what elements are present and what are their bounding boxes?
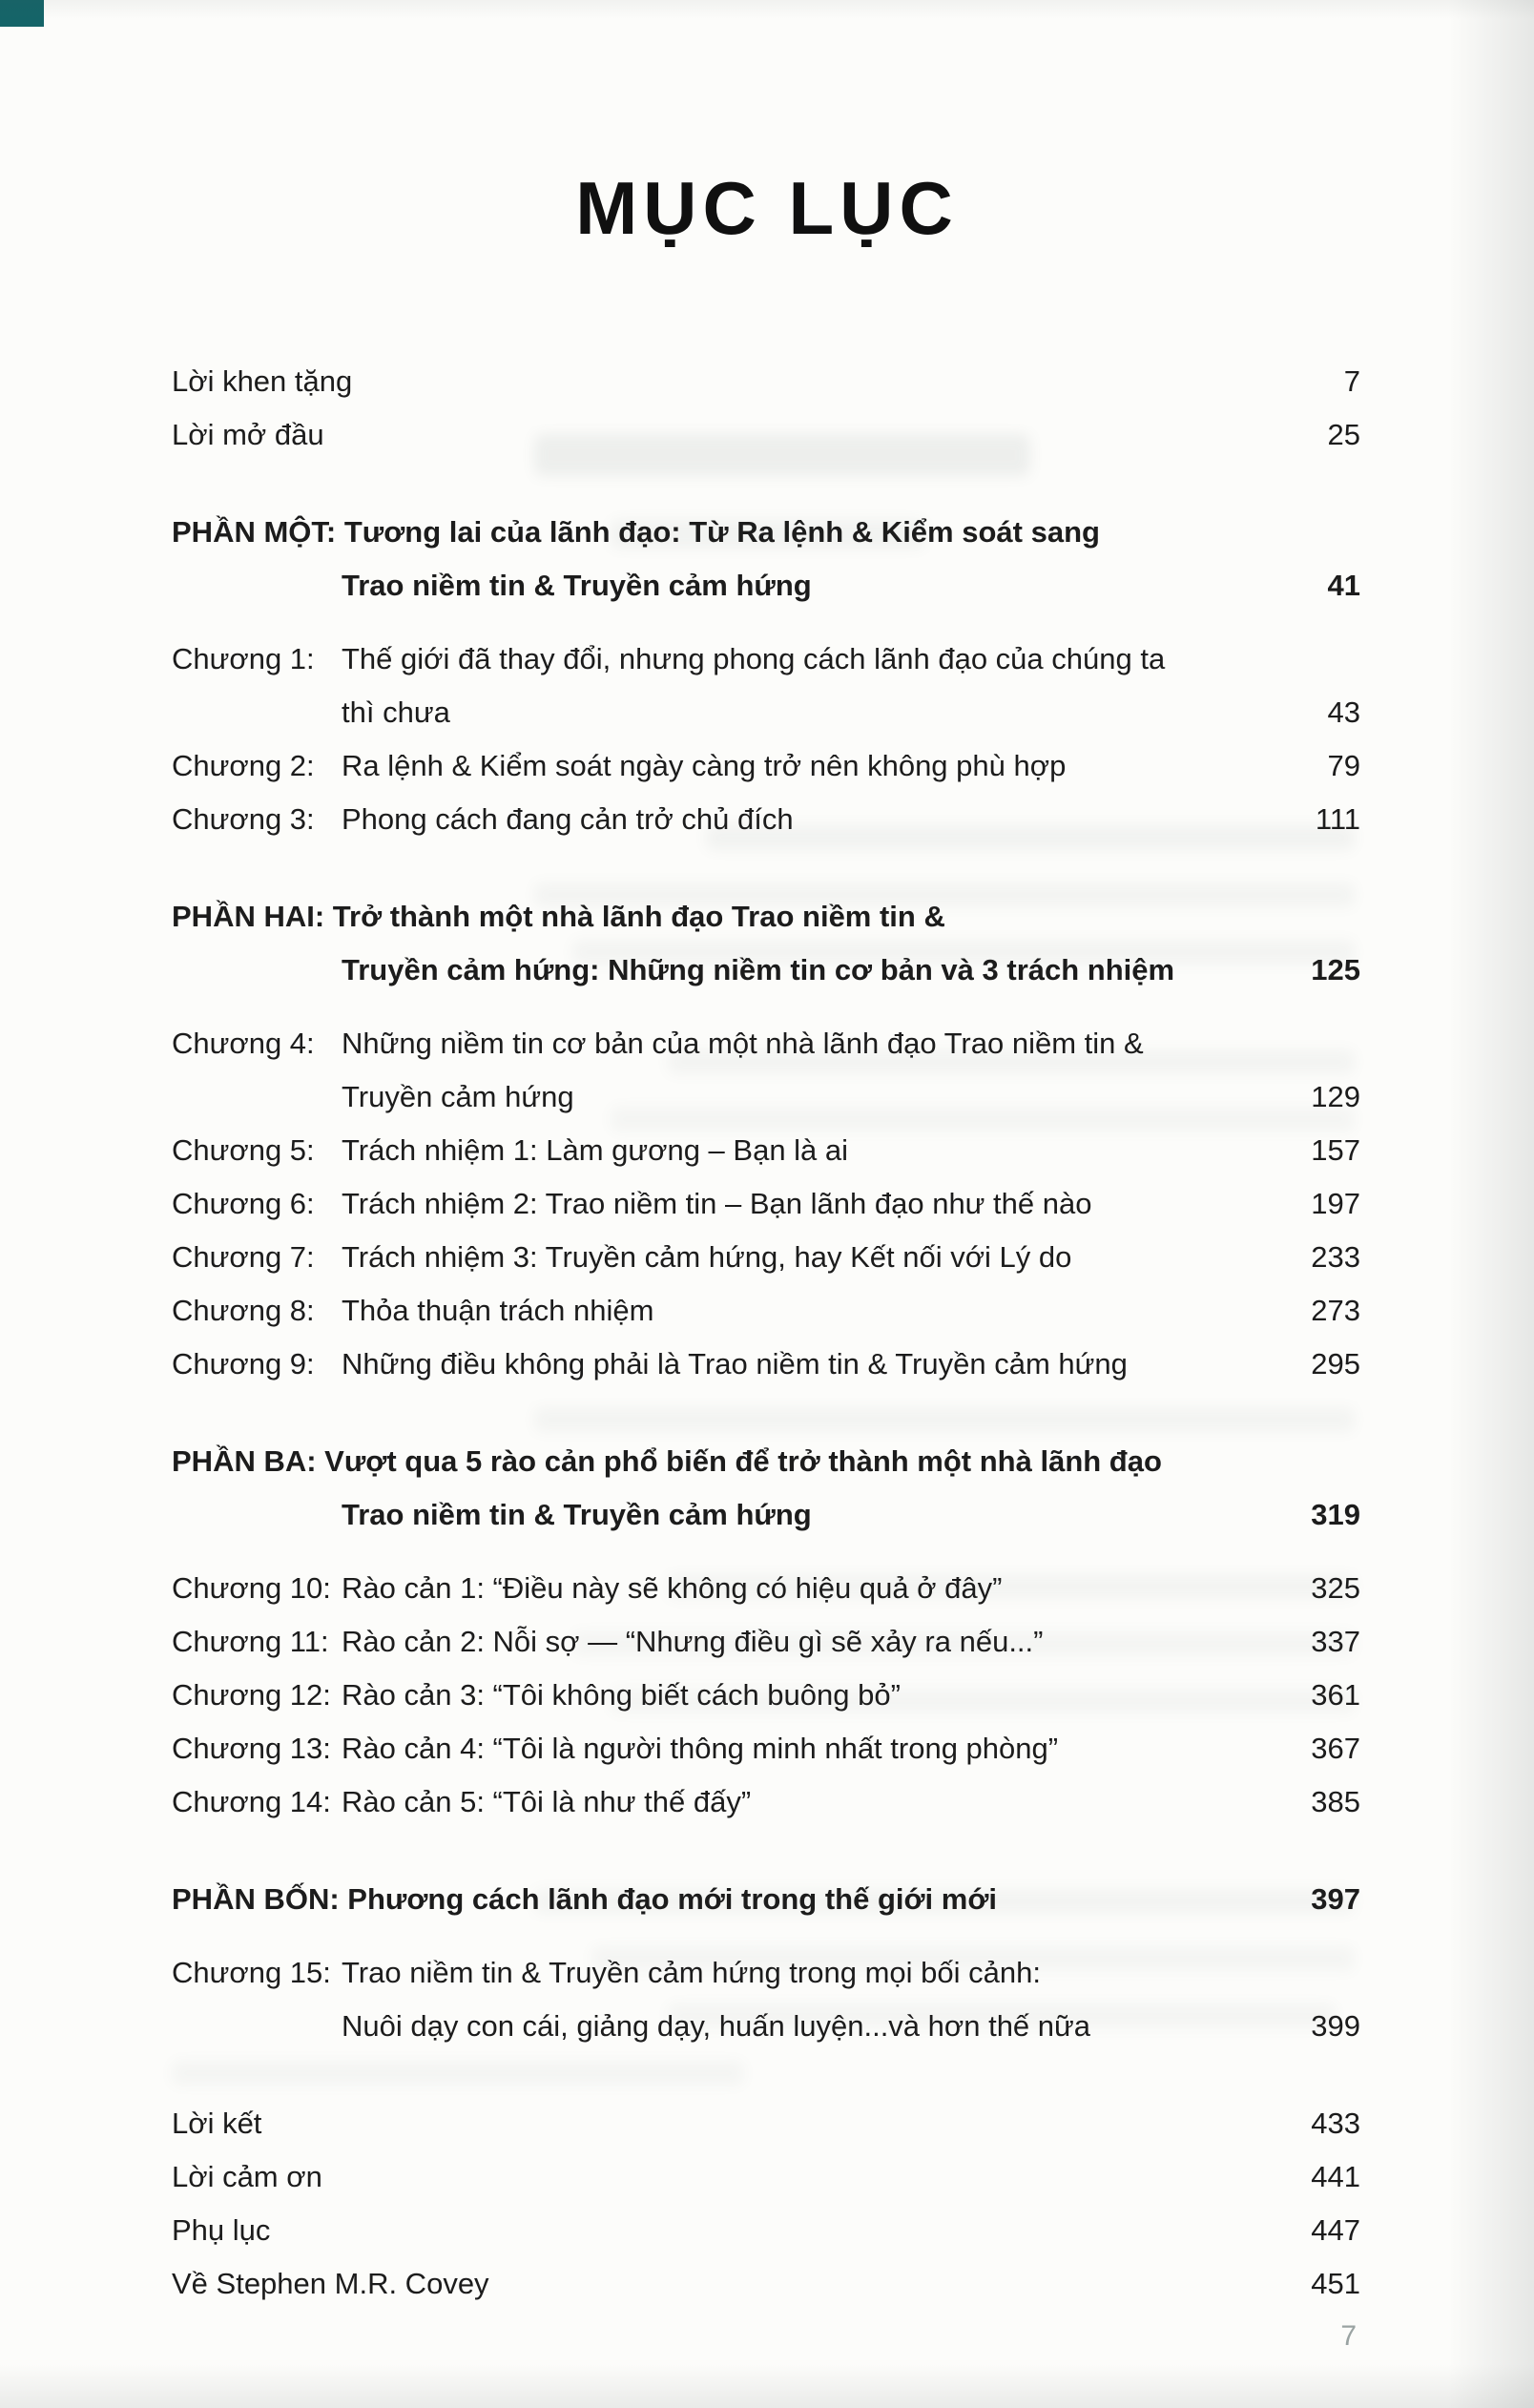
toc-entry-label: Chương 9: [172, 1347, 315, 1380]
toc-entry-label: Chương 12: [172, 1678, 331, 1712]
toc-entry [172, 1338, 1360, 1391]
toc-entry-text [342, 1669, 1269, 1722]
toc-entry-label: Chương 10: [172, 1571, 331, 1605]
toc-entry-page: 111 [1315, 802, 1360, 836]
toc-entry-text [342, 1562, 1269, 1615]
toc-entry-line: Trách nhiệm 3: Truyền cảm hứng, hay Kết nối với Lý do [342, 1240, 1072, 1274]
toc-entry [172, 793, 1360, 846]
toc-entry-text [342, 1231, 1269, 1284]
toc-entry-text [342, 633, 1269, 739]
page-edge-shadow-right [1448, 0, 1534, 2408]
toc-entry [172, 633, 1360, 739]
toc-entry-label: Chương 13: [172, 1732, 331, 1765]
toc-entry-page: 79 [1327, 749, 1360, 782]
toc-entry-text [342, 1284, 1269, 1338]
toc-entry [172, 739, 1360, 793]
toc-entry [172, 1124, 1360, 1177]
toc-entry-text [342, 739, 1269, 793]
toc-entry [172, 408, 1360, 462]
toc-entry-text [172, 506, 1269, 612]
toc-entry-text [342, 1722, 1269, 1775]
toc-entry-line: PHẦN HAI: Trở thành một nhà lãnh đạo Trao niềm tin & [172, 900, 945, 933]
toc-entry [172, 1873, 1360, 1926]
toc-entry [172, 890, 1360, 997]
toc-entry-label: Chương 2: [172, 749, 315, 782]
toc-entry-label: Chương 14: [172, 1785, 331, 1818]
toc-entry-spacer [261, 2097, 1269, 2150]
toc-entry [172, 1775, 1360, 1829]
toc-entry-page: 273 [1311, 1294, 1360, 1327]
toc-entry [172, 1946, 1360, 2053]
toc-entry-label: PHẦN HAI: [172, 900, 325, 933]
toc-entry-line: Trách nhiệm 2: Trao niềm tin – Bạn lãnh đạo như thế nào [342, 1187, 1092, 1220]
toc-entry-title: Lời cảm ơn [172, 2160, 322, 2193]
toc-entry-text [172, 1435, 1269, 1542]
toc-entry [172, 2097, 1360, 2150]
toc-entry-page: 399 [1311, 2009, 1360, 2043]
toc-entry-line: Nuôi dạy con cái, giảng dạy, huấn luyện...và hơn thế nữa [342, 2009, 1091, 2043]
toc-entry-page: 441 [1311, 2160, 1360, 2193]
toc-entry [172, 1435, 1360, 1542]
toc-entry-line: Trao niềm tin & Truyền cảm hứng [342, 569, 812, 602]
toc-entry-page: 129 [1311, 1080, 1360, 1113]
toc-entry-line: Thế giới đã thay đổi, nhưng phong cách lãnh đạo của chúng ta [342, 642, 1166, 675]
toc-entry-line: Ra lệnh & Kiểm soát ngày càng trở nên không phù hợp [342, 749, 1067, 782]
toc-entry [172, 1284, 1360, 1338]
toc-entry-text [342, 1124, 1269, 1177]
toc-entry [172, 1722, 1360, 1775]
toc-entry-text [342, 793, 1269, 846]
toc-entry-text [172, 1873, 1269, 1926]
toc-entry-page: 319 [1311, 1498, 1360, 1531]
toc-entry-text [342, 1615, 1269, 1669]
toc-entry [172, 2204, 1360, 2257]
toc-entry-page: 7 [1343, 364, 1360, 398]
page-edge-shadow-bottom [0, 2364, 1534, 2408]
toc-entry-label: Chương 3: [172, 802, 315, 836]
toc-entry-line: Phong cách đang cản trở chủ đích [342, 802, 794, 836]
toc-entry-page: 41 [1327, 569, 1360, 602]
toc-entry-line: Rào cản 5: “Tôi là như thế đấy” [342, 1785, 752, 1818]
toc-entry [172, 506, 1360, 612]
toc-entry-label: Chương 6: [172, 1187, 315, 1220]
toc-entry-title: Lời mở đầu [172, 418, 324, 451]
toc-entry-text [342, 1017, 1269, 1124]
toc-entry [172, 1177, 1360, 1231]
toc-entry-line: Những niềm tin cơ bản của một nhà lãnh đạo Trao niềm tin & [342, 1027, 1144, 1060]
toc-entry-page: 197 [1311, 1187, 1360, 1220]
toc-entry-title: Lời khen tặng [172, 364, 353, 398]
toc-entry-page: 125 [1311, 953, 1360, 986]
toc-entry-page: 433 [1311, 2107, 1360, 2140]
toc-entry-page: 447 [1311, 2213, 1360, 2247]
toc-entry-line: thì chưa [342, 695, 450, 729]
toc-entry-line: Những điều không phải là Trao niềm tin & Truyền cảm hứng [342, 1347, 1128, 1380]
toc-entry-line: PHẦN MỘT: Tương lai của lãnh đạo: Từ Ra lệnh & Kiểm soát sang [172, 515, 1100, 549]
footer-page-number: 7 [1340, 2320, 1357, 2352]
toc-entry-page: 157 [1311, 1133, 1360, 1167]
toc-entry-label: PHẦN MỘT: [172, 515, 337, 549]
toc-entry-label: Chương 4: [172, 1027, 315, 1060]
toc-entry-page: 385 [1311, 1785, 1360, 1818]
toc-entry-spacer [352, 355, 1269, 408]
toc-entry-line: PHẦN BỐN: Phương cách lãnh đạo mới trong thế giới mới [172, 1882, 997, 1916]
toc-entry-label: Chương 5: [172, 1133, 315, 1167]
toc-entry-spacer [322, 2150, 1269, 2204]
toc-entry-spacer [489, 2257, 1269, 2311]
toc-entry-label: Chương 8: [172, 1294, 315, 1327]
toc-entry-page: 325 [1311, 1571, 1360, 1605]
toc-entry-label: Chương 7: [172, 1240, 315, 1274]
toc-entry-title: Về Stephen M.R. Covey [172, 2267, 489, 2300]
toc-entry-line: Trách nhiệm 1: Làm gương – Bạn là ai [342, 1133, 849, 1167]
toc-entry-title: Lời kết [172, 2107, 262, 2140]
toc-entry-text [342, 1338, 1269, 1391]
backdrop-corner [0, 0, 44, 27]
toc-entry-line: Rào cản 3: “Tôi không biết cách buông bỏ” [342, 1678, 901, 1712]
toc-entry [172, 1669, 1360, 1722]
toc-entry [172, 1562, 1360, 1615]
toc-entry [172, 1231, 1360, 1284]
toc-entry-label: Chương 1: [172, 642, 315, 675]
toc-entry-page: 451 [1311, 2267, 1360, 2300]
toc-entry-page: 25 [1327, 418, 1360, 451]
toc-entry-page: 367 [1311, 1732, 1360, 1765]
toc-entry-line: Thỏa thuận trách nhiệm [342, 1294, 654, 1327]
toc-entry [172, 1615, 1360, 1669]
toc-entry-line: Trao niềm tin & Truyền cảm hứng trong mọi bối cảnh: [342, 1956, 1041, 1989]
toc-entry-line: Rào cản 1: “Điều này sẽ không có hiệu quả ở đây” [342, 1571, 1003, 1605]
toc-entry [172, 2150, 1360, 2204]
toc-entry-line: Rào cản 2: Nỗi sợ — “Nhưng điều gì sẽ xảy ra nếu...” [342, 1625, 1044, 1658]
toc-entry-page: 337 [1311, 1625, 1360, 1658]
toc-entry-spacer [270, 2204, 1269, 2257]
toc-entry [172, 2257, 1360, 2311]
table-of-contents [172, 355, 1360, 2311]
toc-entry-page: 295 [1311, 1347, 1360, 1380]
toc-entry-line: PHẦN BA: Vượt qua 5 rào cản phổ biến để trở thành một nhà lãnh đạo [172, 1444, 1162, 1478]
toc-entry-text [342, 1946, 1269, 2053]
toc-entry-text [172, 890, 1269, 997]
toc-entry-line: Truyền cảm hứng: Những niềm tin cơ bản và 3 trách nhiệm [342, 953, 1175, 986]
toc-entry-page: 233 [1311, 1240, 1360, 1274]
toc-entry-page: 43 [1327, 695, 1360, 729]
toc-entry [172, 1017, 1360, 1124]
toc-entry-line: Trao niềm tin & Truyền cảm hứng [342, 1498, 812, 1531]
toc-entry-title: Phụ lục [172, 2213, 271, 2247]
toc-entry-page: 361 [1311, 1678, 1360, 1712]
toc-entry-text [342, 1177, 1269, 1231]
toc-entry-spacer [324, 408, 1269, 462]
toc-entry-label: PHẦN BỐN: [172, 1882, 340, 1916]
toc-entry [172, 355, 1360, 408]
toc-entry-text [342, 1775, 1269, 1829]
toc-entry-page: 397 [1311, 1882, 1360, 1916]
toc-entry-label: Chương 11: [172, 1625, 329, 1658]
page-title: MỤC LỤC [575, 166, 959, 250]
toc-entry-label: Chương 15: [172, 1956, 331, 1989]
toc-entry-line: Truyền cảm hứng [342, 1080, 574, 1113]
toc-entry-line: Rào cản 4: “Tôi là người thông minh nhất trong phòng” [342, 1732, 1059, 1765]
toc-entry-label: PHẦN BA: [172, 1444, 317, 1478]
